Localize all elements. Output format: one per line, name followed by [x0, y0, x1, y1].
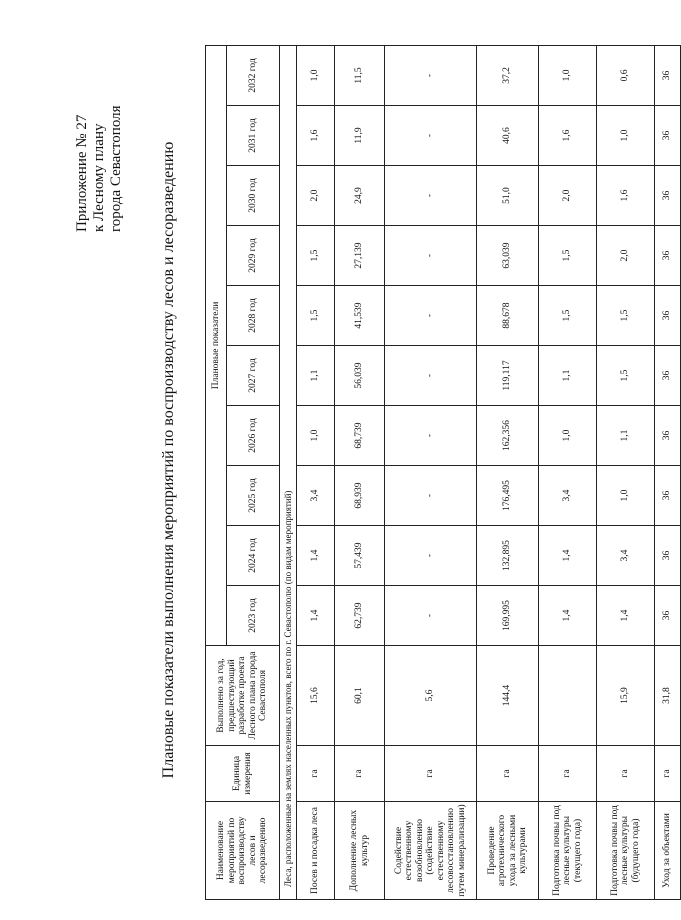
row-done: 5,6 — [385, 646, 477, 746]
row-value: 24,9 — [335, 166, 385, 226]
table-row — [597, 45, 655, 899]
row-unit: га — [597, 746, 655, 802]
row-value: 11,5 — [335, 45, 385, 105]
row-value: 1,1 — [597, 406, 655, 466]
row-value: 2,0 — [597, 226, 655, 286]
row-value: 1,0 — [597, 466, 655, 526]
row-value: 1,0 — [297, 45, 335, 105]
row-value: 1,5 — [297, 286, 335, 346]
table-row — [539, 45, 597, 899]
row-value: 36 — [655, 526, 681, 586]
row-value: 1,0 — [597, 106, 655, 166]
row-value: - — [385, 226, 477, 286]
row-value: 1,5 — [539, 286, 597, 346]
row-done: 144,4 — [477, 646, 539, 746]
row-value: 0,6 — [597, 45, 655, 105]
header-activity: Наименование мероприятий по воспроизводству лесов и лесоразведению — [206, 802, 280, 900]
row-done: 15,6 — [297, 646, 335, 746]
row-value: - — [385, 586, 477, 646]
row-done: 15,9 — [597, 646, 655, 746]
row-unit: га — [297, 746, 335, 802]
table-row — [477, 45, 539, 899]
row-value: 1,4 — [539, 526, 597, 586]
row-value: 11,9 — [335, 106, 385, 166]
row-value: 36 — [655, 45, 681, 105]
header-year: 2025 год — [227, 466, 280, 526]
row-value: 62,739 — [335, 586, 385, 646]
row-value: 68,739 — [335, 406, 385, 466]
row-value: 132,895 — [477, 526, 539, 586]
row-value: 3,4 — [297, 466, 335, 526]
row-value: 1,1 — [539, 346, 597, 406]
row-value: - — [385, 45, 477, 105]
row-value: 1,4 — [597, 586, 655, 646]
row-unit: га — [539, 746, 597, 802]
row-value: 1,6 — [539, 106, 597, 166]
row-value: - — [385, 286, 477, 346]
row-value: 1,5 — [597, 346, 655, 406]
row-value: - — [385, 166, 477, 226]
page-title: Плановые показатели выполнения мероприятий по воспроизводству лесов и лесоразведению — [160, 141, 177, 779]
row-value: 1,5 — [597, 286, 655, 346]
header-year: 2024 год — [227, 526, 280, 586]
table-row — [385, 45, 477, 899]
row-value: 36 — [655, 346, 681, 406]
row-value: 1,0 — [539, 406, 597, 466]
row-value: 36 — [655, 286, 681, 346]
row-value: 1,4 — [297, 526, 335, 586]
row-value: 1,5 — [539, 226, 597, 286]
row-value: 57,439 — [335, 526, 385, 586]
appendix-line: Приложение № 27 — [74, 114, 90, 232]
row-value: 68,939 — [335, 466, 385, 526]
row-name: Подготовка почвы под лесные культуры (текущего года) — [539, 802, 597, 900]
header-year: 2031 год — [227, 106, 280, 166]
row-value: 41,539 — [335, 286, 385, 346]
row-name: Содействие естественному возобновлению (содействие естественному лесовосстановлению путем минерализации) — [385, 802, 477, 900]
row-value: 56,039 — [335, 346, 385, 406]
row-value: 3,4 — [539, 466, 597, 526]
row-name: Проведение агротехнического ухода за лесными культурами — [477, 802, 539, 900]
row-value: 119,117 — [477, 346, 539, 406]
table-row — [655, 45, 681, 899]
header-done: Выполнено за год, предшествующий разработке проекта Лесного плана города Севастополя — [206, 646, 280, 746]
row-value: - — [385, 526, 477, 586]
row-value: 1,4 — [297, 586, 335, 646]
row-name: Уход за объектами — [655, 802, 681, 900]
row-value: 88,678 — [477, 286, 539, 346]
row-value: 1,0 — [539, 45, 597, 105]
row-value: 51,0 — [477, 166, 539, 226]
table-row — [297, 45, 335, 899]
row-value: 1,4 — [539, 586, 597, 646]
row-value: 27,139 — [335, 226, 385, 286]
row-value: - — [385, 466, 477, 526]
row-value: 36 — [655, 106, 681, 166]
row-value: 1,1 — [297, 346, 335, 406]
header-year: 2032 год — [227, 45, 280, 105]
appendix-line: города Севастополя — [108, 105, 124, 232]
row-value: 1,5 — [297, 226, 335, 286]
row-unit: га — [477, 746, 539, 802]
row-value: 40,6 — [477, 106, 539, 166]
row-value: 37,2 — [477, 45, 539, 105]
row-name: Дополнение лесных культур — [335, 802, 385, 900]
appendix-line: к Лесному плану — [91, 123, 107, 232]
row-value: - — [385, 406, 477, 466]
row-done: 31,8 — [655, 646, 681, 746]
row-value: 1,6 — [297, 106, 335, 166]
row-value: 2,0 — [539, 166, 597, 226]
row-value: 1,6 — [597, 166, 655, 226]
row-value: 3,4 — [597, 526, 655, 586]
row-value: 63,039 — [477, 226, 539, 286]
row-value: - — [385, 346, 477, 406]
row-value: 162,356 — [477, 406, 539, 466]
header-year: 2023 год — [227, 586, 280, 646]
row-name: Посев и посадка леса — [297, 802, 335, 900]
appendix-note — [74, 32, 125, 232]
row-value: 1,0 — [297, 406, 335, 466]
row-value: 2,0 — [297, 166, 335, 226]
row-done: 60,1 — [335, 646, 385, 746]
row-name: Подготовка почвы под лесные культуры (будущего года) — [597, 802, 655, 900]
row-unit: га — [385, 746, 477, 802]
row-value: - — [385, 106, 477, 166]
row-value: 36 — [655, 166, 681, 226]
row-value: 36 — [655, 466, 681, 526]
header-year: 2027 год — [227, 346, 280, 406]
row-done — [539, 646, 597, 746]
header-planned: Плановые показатели — [206, 45, 227, 645]
plan-table — [205, 45, 681, 900]
row-value: 176,495 — [477, 466, 539, 526]
row-value: 36 — [655, 586, 681, 646]
header-year: 2026 год — [227, 406, 280, 466]
header-year: 2028 год — [227, 286, 280, 346]
row-unit: га — [655, 746, 681, 802]
header-year: 2030 год — [227, 166, 280, 226]
table-row — [335, 45, 385, 899]
row-value: 36 — [655, 406, 681, 466]
header-year: 2029 год — [227, 226, 280, 286]
section-row: Леса, расположенные на землях населенных пунктов, всего по г. Севастополю (по видам мероприятий) — [280, 45, 297, 899]
row-unit: га — [335, 746, 385, 802]
row-value: 169,995 — [477, 586, 539, 646]
row-value: 36 — [655, 226, 681, 286]
header-unit: Единица измерения — [206, 746, 280, 802]
